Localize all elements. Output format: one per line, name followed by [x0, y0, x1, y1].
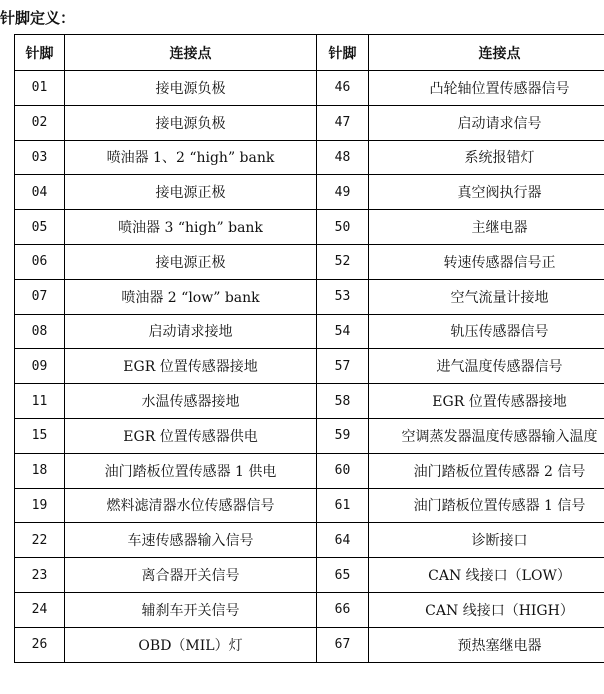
page-title: 针脚定义：: [0, 7, 75, 28]
table-row: [15, 140, 604, 175]
point-right-cell: 进气温度传感器信号: [369, 349, 604, 384]
point-left-cell: 喷油器 1、2 “high” bank: [65, 140, 317, 175]
pin-left-cell: 11: [15, 384, 65, 419]
pin-right-cell: 47: [317, 105, 369, 140]
point-right-cell: 诊断接口: [369, 523, 604, 558]
table-row: [15, 210, 604, 245]
point-left-cell: 水温传感器接地: [65, 384, 317, 419]
pin-left-cell: 02: [15, 105, 65, 140]
point-right-cell: CAN 线接口（LOW）: [369, 558, 604, 593]
pin-left-cell: 06: [15, 244, 65, 279]
pin-left-cell: 22: [15, 523, 65, 558]
pin-left-cell: 07: [15, 279, 65, 314]
point-left-cell: 离合器开关信号: [65, 558, 317, 593]
pin-definition-table: [14, 34, 604, 663]
pin-right-cell: 54: [317, 314, 369, 349]
table-header-row: [15, 35, 604, 71]
point-left-cell: 喷油器 3 “high” bank: [65, 210, 317, 245]
table-row: [15, 453, 604, 488]
point-right-cell: 空调蒸发器温度传感器输入温度: [369, 418, 604, 453]
header-point-right: 连接点: [369, 35, 604, 71]
table-row: [15, 627, 604, 662]
pin-right-cell: 64: [317, 523, 369, 558]
point-left-cell: 车速传感器输入信号: [65, 523, 317, 558]
pin-right-cell: 48: [317, 140, 369, 175]
table-row: [15, 314, 604, 349]
pin-right-cell: 53: [317, 279, 369, 314]
pin-right-cell: 52: [317, 244, 369, 279]
point-left-cell: 辅刹车开关信号: [65, 592, 317, 627]
point-right-cell: 轨压传感器信号: [369, 314, 604, 349]
pin-right-cell: 59: [317, 418, 369, 453]
point-right-cell: 转速传感器信号正: [369, 244, 604, 279]
point-right-cell: EGR 位置传感器接地: [369, 384, 604, 419]
pin-left-cell: 08: [15, 314, 65, 349]
pin-left-cell: 26: [15, 627, 65, 662]
point-right-cell: 系统报错灯: [369, 140, 604, 175]
table-row: [15, 279, 604, 314]
point-right-cell: 启动请求信号: [369, 105, 604, 140]
point-left-cell: 接电源负极: [65, 105, 317, 140]
pin-left-cell: 05: [15, 210, 65, 245]
point-left-cell: 接电源正极: [65, 175, 317, 210]
point-right-cell: 凸轮轴位置传感器信号: [369, 71, 604, 106]
point-right-cell: CAN 线接口（HIGH）: [369, 592, 604, 627]
pin-left-cell: 01: [15, 71, 65, 106]
point-left-cell: EGR 位置传感器接地: [65, 349, 317, 384]
pin-right-cell: 58: [317, 384, 369, 419]
table-row: [15, 592, 604, 627]
pin-right-cell: 46: [317, 71, 369, 106]
pin-definition-table-container: [14, 34, 604, 694]
pin-right-cell: 49: [317, 175, 369, 210]
pin-left-cell: 24: [15, 592, 65, 627]
pin-left-cell: 04: [15, 175, 65, 210]
pin-right-cell: 50: [317, 210, 369, 245]
table-row: [15, 71, 604, 106]
table-row: [15, 418, 604, 453]
pin-left-cell: 18: [15, 453, 65, 488]
table-row: [15, 558, 604, 593]
table-row: [15, 244, 604, 279]
pin-right-cell: 66: [317, 592, 369, 627]
pin-right-cell: 60: [317, 453, 369, 488]
table-row: [15, 488, 604, 523]
pin-right-cell: 61: [317, 488, 369, 523]
table-row: [15, 105, 604, 140]
point-left-cell: 油门踏板位置传感器 1 供电: [65, 453, 317, 488]
pin-right-cell: 65: [317, 558, 369, 593]
point-left-cell: OBD（MIL）灯: [65, 627, 317, 662]
table-body: [15, 71, 604, 663]
point-right-cell: 主继电器: [369, 210, 604, 245]
header-pin-right: 针脚: [317, 35, 369, 71]
table-row: [15, 349, 604, 384]
table-row: [15, 523, 604, 558]
pin-left-cell: 23: [15, 558, 65, 593]
point-left-cell: EGR 位置传感器供电: [65, 418, 317, 453]
pin-right-cell: 67: [317, 627, 369, 662]
pin-left-cell: 09: [15, 349, 65, 384]
point-right-cell: 预热塞继电器: [369, 627, 604, 662]
point-left-cell: 接电源负极: [65, 71, 317, 106]
header-point-left: 连接点: [65, 35, 317, 71]
point-right-cell: 油门踏板位置传感器 2 信号: [369, 453, 604, 488]
point-left-cell: 喷油器 2 “low” bank: [65, 279, 317, 314]
point-right-cell: 油门踏板位置传感器 1 信号: [369, 488, 604, 523]
table-row: [15, 175, 604, 210]
point-left-cell: 启动请求接地: [65, 314, 317, 349]
point-right-cell: 真空阀执行器: [369, 175, 604, 210]
pin-right-cell: 57: [317, 349, 369, 384]
point-right-cell: 空气流量计接地: [369, 279, 604, 314]
pin-left-cell: 19: [15, 488, 65, 523]
table-row: [15, 384, 604, 419]
pin-left-cell: 15: [15, 418, 65, 453]
point-left-cell: 燃料滤清器水位传感器信号: [65, 488, 317, 523]
pin-left-cell: 03: [15, 140, 65, 175]
point-left-cell: 接电源正极: [65, 244, 317, 279]
header-pin-left: 针脚: [15, 35, 65, 71]
